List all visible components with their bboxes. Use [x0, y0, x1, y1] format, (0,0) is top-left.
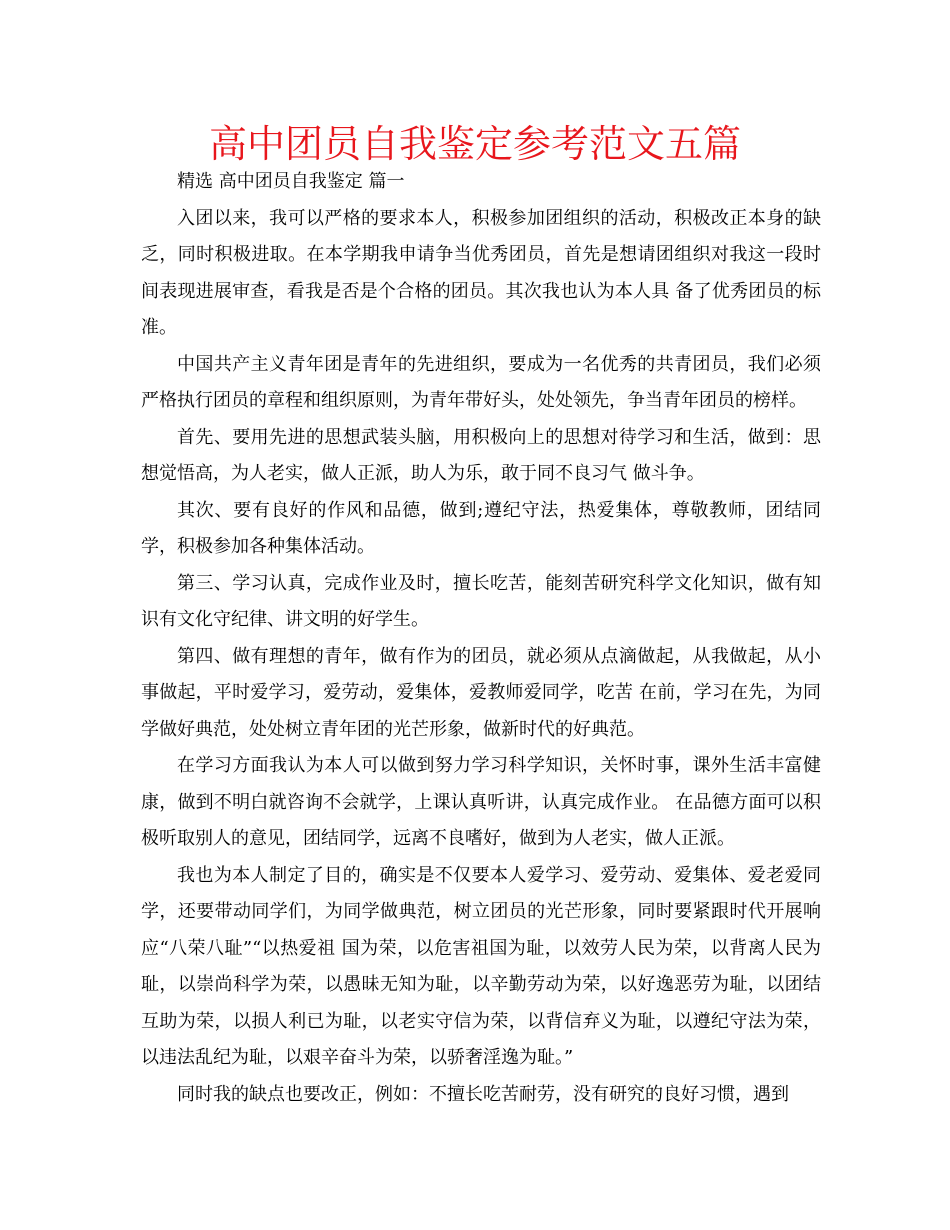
paragraph-6: 第四、做有理想的青年，做有作为的团员，就必须从点滴做起，从我做起，从小事做起，平时爱学习，爱劳动，爱集体，爱教师爱同学，吃苦 在前，学习在先，为同学做好典范，处处树立青年团的光芒形象，做新时代的好典范。: [141, 645, 821, 740]
section-subtitle: 精选 高中团员自我鉴定 篇一: [177, 171, 405, 192]
paragraph-4: 其次、要有良好的作风和品德，做到;遵纪守法，热爱集体，尊敬教师，团结同学，积极参加各种集体活动。: [141, 499, 821, 557]
paragraph-3: 首先、要用先进的思想武装头脑，用积极向上的思想对待学习和生活，做到：思想觉悟高，为人老实，做人正派，助人为乐，敢于同不良习气 做斗争。: [141, 426, 821, 484]
paragraph-9: 同时我的缺点也要改正，例如：不擅长吃苦耐劳，没有研究的良好习惯，遇到: [177, 1083, 789, 1105]
paragraph-2: 中国共产主义青年团是青年的先进组织，要成为一名优秀的共青团员，我们必须严格执行团员的章程和组织原则，为青年带好头，处处领先，争当青年团员的榜样。: [141, 353, 821, 411]
paragraph-7: 在学习方面我认为本人可以做到努力学习科学知识，关怀时事，课外生活丰富健康，做到不明白就咨询不会就学，上课认真听讲，认真完成作业。 在品德方面可以积极听取别人的意见，团结同学，远离不良嗜好，做到为人老实，做人正派。: [141, 755, 821, 849]
paragraph-5: 第三、学习认真，完成作业及时，擅长吃苦，能刻苦研究科学文化知识，做有知识有文化守纪律、讲文明的好学生。: [141, 572, 821, 630]
document-title: 高中团员自我鉴定参考范文五篇: [208, 122, 741, 166]
paragraph-8: 我也为本人制定了目的，确实是不仅要本人爱学习、爱劳动、爱集体、爱老爱同学，还要带动同学们，为同学做典范，树立团员的光芒形象，同时要紧跟时代开展响应“八荣八耻”“以热爱祖 国为荣，以危害祖国为耻，以效劳人民为荣，以背离人民为耻，以崇尚科学为荣，以愚昧无知为耻，以辛勤劳动为荣，以好逸恶劳为耻，以团结互助为荣，以损人利已为耻，以老实守信为荣，以背信弃义为耻，以遵纪守法为荣，以违法乱纪为耻，以艰辛奋斗为荣，以骄奢淫逸为耻。”: [141, 864, 821, 1068]
paragraph-1: 入团以来，我可以严格的要求本人，积极参加团组织的活动，积极改正本身的缺乏，同时积极进取。在本学期我申请争当优秀团员，首先是想请团组织对我这一段时间表现进展审查，看我是否是个合格的团员。其次我也认为本人具 备了优秀团员的标准。: [141, 207, 821, 338]
document-body: [141, 164, 821, 1113]
